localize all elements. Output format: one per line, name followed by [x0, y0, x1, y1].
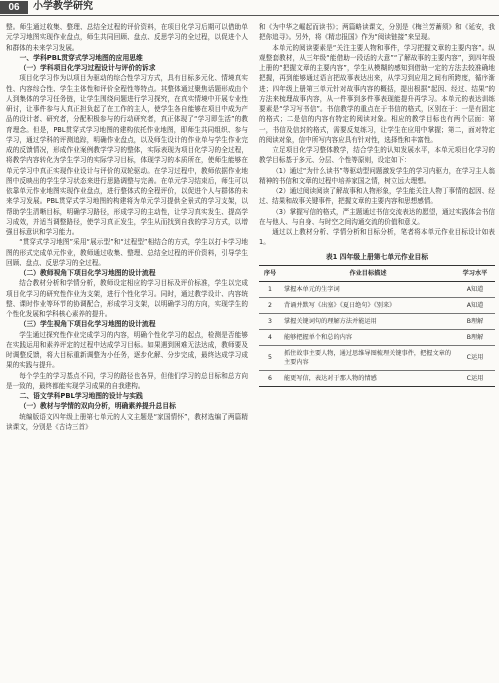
table-cell-level: A知道	[455, 297, 495, 313]
table-cell-level: B理解	[455, 329, 495, 345]
body-paragraph: （1）通过“为什么读书”等驱动型问题激发学生的学习内驱力，在学习主人翁精神的书信和文章的过程中培养家国之情，树立远大理想。	[259, 166, 495, 185]
right-column-text	[259, 22, 495, 248]
table-row	[259, 370, 495, 386]
table-cell-level: A知道	[455, 281, 495, 297]
body-paragraph: “贯穿式学习地图”采用“展示型”和“过程型”相结合的方式，学生以打卡学习地图的形式完成单元作业，教师通过收集、整理、总结全过程的评价资料，引导学生回顾、盘点、反思学习的全过程。	[6, 238, 248, 267]
section-heading: 二、语文学科PBL学习地图的设计与实践	[19, 392, 143, 400]
body-paragraph: （2）通过阅读阅读了解故事和人物形象，学生能关注人物丁事情的起因、经过、结果和故事关键事件，把握文章的主要内容和思想感情。	[259, 187, 495, 206]
table-cell-desc: 掌握本单元的生字词	[281, 281, 455, 297]
table-cell-desc: 抓住故事主要人物，通过思维导图梳理关键事件，把握文章的主要内容	[281, 345, 455, 370]
body-paragraph: 和《为中华之崛起而读书》；两篇略读课文，分别是《梅兰芳蓄须》和《延安，我把你追寻》。另外，将《精忠报国》作为“阅读链接”来呈现。	[259, 23, 495, 42]
page-header	[0, 0, 499, 16]
table-cell-desc: 能够把握单个和总的内容	[281, 329, 455, 345]
page-number: 06	[0, 1, 28, 14]
table-cell-desc: 掌握关键词句的理解方法并能运用	[281, 313, 455, 329]
body-paragraph: 通过以上教材分析、学情分析和目标分析，笔者将本单元作业目标设计如表1。	[259, 228, 495, 247]
section-heading: （一）教材与学情的双向分析，明确素养提升总目标	[19, 402, 176, 411]
table-cell-num: 3	[259, 313, 281, 329]
table-cell-level: C运用	[455, 370, 495, 386]
body-paragraph: （3）掌握写信的格式，严主题通过书信交流表达的愿望，通过实践体会书信在与他人、与自身、与时空之间沟通交流的价值和意义。	[259, 207, 495, 226]
table-row	[259, 297, 495, 313]
body-paragraph: 本单元的阅读要素是“关注主要人物和事件，学习把握文章的主要内容”。纵观整套教材，从三年级“能借助一段话的大意”“了解故事的主要内容”，到四年级上册的“把握文章的主要内容”，学生从模糊的感知到借助一定的方法去较准确地把握，再到能够通过语言把故事表达出来，从学习到应用之间有所跨度，循序渐进；四年级上册第三单元针对故事内容的概括，提出根据“起因、经过、结果”的方法来梳理故事内容，从一件事到多件事表现能提升再学习。本单元的表达训练要素是“学习写书信”。书信教学的重点在于书信的格式，区别在于：一是有固定的格式；二是信的内容有特定的阅读对象。相应的教学目标也有两个层面：第一，书信及信封的格式，需要反复练习，让学生在应用中掌握；第二，面对特定的阅读对象，信中所写内容应具有针对性，选择性和丰富性。	[259, 43, 495, 144]
table-header-cell: 序号	[259, 265, 281, 281]
body-paragraph: 学生通过探究性作业完成学习的内容，明确个性化学习的起点，检测是否能够在实践运用和素养评定的过程中达成学习目标。如果遇到困难无法达成，教师要及时调整反馈，将大目标重新调整为小任务，逐步化解、分步完成，最终达成学习成果的实践与提升。	[6, 330, 248, 370]
left-column	[6, 22, 248, 432]
objectives-table	[259, 265, 495, 387]
right-column	[259, 22, 495, 387]
body-paragraph: 每个学生的学习基点不同，学习的路径也各异，但他们学习的总目标和总方向是一致的，最终都能实现学习成果的自我建构。	[6, 371, 248, 390]
table-cell-desc: 背诵并默写《出塞》《夏日绝句》《别来》	[281, 297, 455, 313]
section-heading: （三）学生视角下项目化学习地图的设计流程	[19, 320, 156, 329]
table-row	[259, 345, 495, 370]
table-row	[259, 281, 495, 297]
table-cell-num: 2	[259, 297, 281, 313]
table-cell-num: 5	[259, 345, 281, 370]
table-cell-num: 4	[259, 329, 281, 345]
section-heading: 一、学科PBL贯穿式学习地图的应用思维	[19, 53, 143, 62]
table-row	[259, 329, 495, 345]
table-header-cell: 学习水平	[455, 265, 495, 281]
table-row	[259, 313, 495, 329]
journal-title: 小学教学研究	[33, 1, 93, 12]
table-title: 表1 四年级上册第七单元作业目标	[325, 252, 429, 261]
section-heading: （一）学科项目化学习过程设计与评价的诉求	[19, 64, 156, 72]
body-paragraph: 项目化学习作为以项目为驱动的综合性学习方式，具有目标多元化、情境真实性、内容综合性、学生主体性和评价全程性等特点。其整体通过聚焦话题形成由个人到集体的学习任务链，让学生围绕问题进行学习探究，在真实情境中开展专业性研讨，让事件参与人真正担负起了在工作的主人，使学生各自能够在项目中成为产品的设计者、研究者，分配积极参与的行动研究者，真正体现了“学习即生活”的教育理念。但是，PBL贯穿式学习地图的建构依托作业地图，即师生共同组织、参与学习，通过学科的评测追踪，明确作业盘点，以及师生设计的作业单与学生作业完成的反馈情况，形成作业案例教学学习的整体，实际表现为项目化学习的全过程，将教学内容转化为学生学习的实际学习目标，体现学习的本质所在，使师生能够在单元学习中真正实现作业设计与评价的双轮驱动。在学习过程中，教师依据作业地图中反映出的学生学习状态来进行思路调整与完善。在单元学习结束后，师生可以依靠单元作业地图实现作业盘点，进行整体式的全程评价，以促进个人与群体的未来学习发展。PBL贯穿式学习地图的构建将为单元学习提供全景式的学习支架，以帮助学生清晰目标，明确学习路径，形成学习的主动性，让学习真实发生、提高学习成效，并适当调整路径，使学习真正发生，学生从而找到自我的学习方式，以增强目标意识和学习能力。	[6, 74, 248, 236]
table-cell-num: 6	[259, 370, 281, 386]
header-divider	[0, 15, 499, 16]
table-cell-desc: 能更写信，表达对于那人物的情感	[281, 370, 455, 386]
body-paragraph: 立足项目化学习整体教学，结合学生的认知发展水平，本单元项目化学习的教学目标基于多元、分层、个性等原则，设定如下：	[259, 146, 495, 165]
table-cell-level: B理解	[455, 313, 495, 329]
table-cell-num: 1	[259, 281, 281, 297]
table-body	[259, 281, 495, 386]
table-header-row	[259, 265, 495, 281]
body-paragraph: 整。师生通过收集、整理、总结全过程的评价资料，在项目化学习后期可以借助单元学习地图实现作业盘点，师生共同回顾、盘点、反思学习的全过程，以促进个人和群体的未来学习发展。	[6, 23, 248, 52]
table-cell-level: C运用	[455, 345, 495, 370]
table-header-cell: 作业目标描述	[281, 265, 455, 281]
body-paragraph: 统编版语文四年级上册第七单元的人文主题是“家国情怀”，教材选编了两篇精读课文，分别是《古诗三首》	[6, 412, 248, 431]
section-heading: （二）教师视角下项目化学习地图的设计流程	[19, 269, 156, 277]
body-paragraph: 结合教材分析和学情分析，教师设定相应的学习目标及评价标准，学生以完成项目化学习的研究性作业为支架，进行个性化学习。同时，通过教学设计、内容统整、课时作业等环节的协调配合，形成学习支架，以明确学习的方向，实现学生的个性化发展和学科核心素养的提升。	[6, 279, 248, 318]
